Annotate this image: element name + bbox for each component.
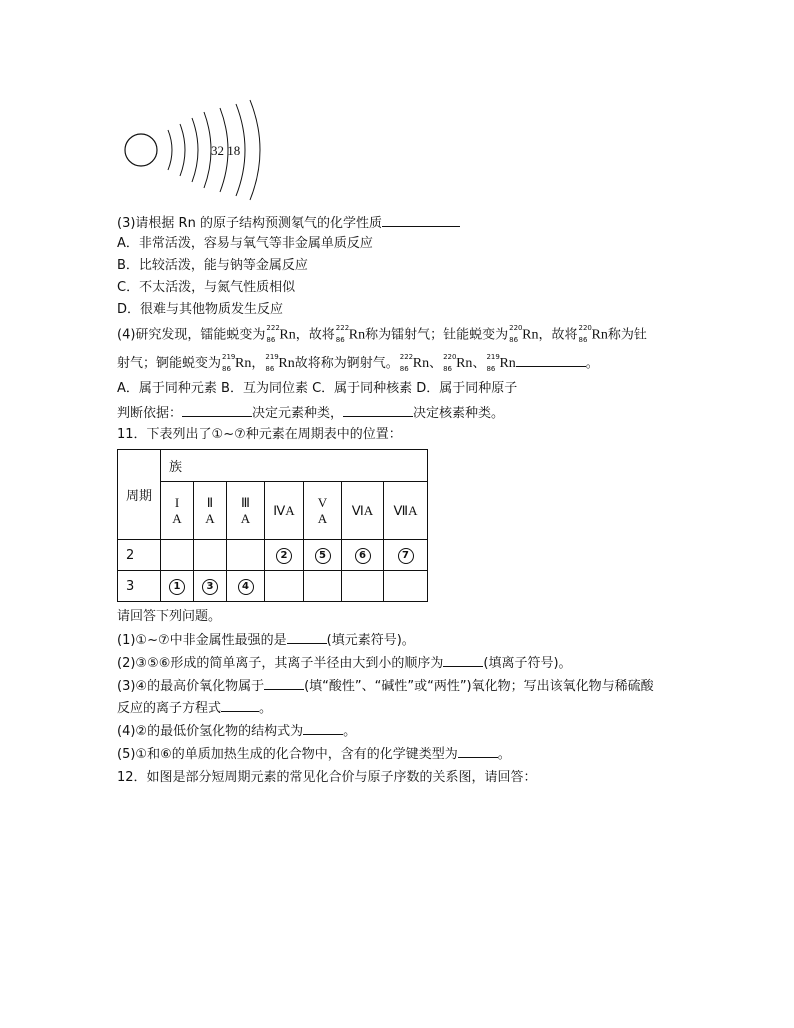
element-cell: [384, 571, 428, 602]
group-cell: ⅥA: [342, 482, 384, 540]
element-cell: [227, 540, 265, 571]
element-cell: [342, 540, 384, 571]
q11-sub2: (2)③⑤⑥形成的简单离子，其离子半径由大到小的顺序为 (填离子符号)。: [117, 656, 572, 671]
period-header: 周期: [118, 450, 161, 540]
answer-blank[interactable]: [264, 677, 304, 690]
isotope-notation: 219 86: [222, 352, 236, 373]
isotope-notation: 222 86: [266, 324, 280, 344]
q3-option-d: D．很难与其他物质发生反应: [117, 302, 284, 317]
element-cell: [161, 571, 194, 602]
answer-blank[interactable]: [182, 404, 252, 417]
q3-option-c: C．不太活泼，与氮气性质相似: [117, 280, 296, 295]
q11-title: 11．下表列出了①~⑦种元素在周期表中的位置：: [117, 427, 402, 442]
isotope-notation: 219 86: [265, 352, 279, 373]
q3-stem: (3)请根据 Rn 的原子结构预测氡气的化学性质: [117, 214, 460, 232]
periodic-table: [117, 449, 428, 602]
q3-option-a: A．非常活泼，容易与氧气等非金属单质反应: [117, 236, 373, 251]
group-cell: V A: [304, 482, 342, 540]
isotope-notation: 219 86: [486, 352, 500, 373]
element-marker: 3: [202, 579, 218, 595]
q11-prompt: 请回答下列问题。: [117, 609, 222, 624]
q11-sub4: (4)②的最低价氢化物的结构式为 。: [117, 724, 357, 739]
q11-sub1: (1)①~⑦中非金属性最强的是 (填元素符号)。: [117, 633, 415, 648]
shell-electron-numbers: 32 18: [211, 143, 241, 158]
group-cell: ⅣA: [265, 482, 304, 540]
group-cell: Ⅱ A: [194, 482, 227, 540]
answer-blank[interactable]: [287, 631, 327, 644]
isotope-notation: 222 86: [335, 324, 350, 344]
shell-arc-1: [168, 130, 172, 170]
element-cell: [194, 540, 227, 571]
element-cell: [194, 571, 227, 602]
q4-line-1: (4)研究发现，镭能蜕变为 222 86 Rn，故将 222 86 Rn称为镭射气；钍能蜕变为 220 86 Rn，故将 220 86 Rn称为钍: [117, 324, 647, 344]
isotope-notation: 220 86: [509, 324, 523, 344]
isotope-notation: 222 86: [399, 352, 414, 373]
element-marker: 1: [169, 579, 185, 595]
element-cell: [265, 571, 304, 602]
shell-arc-7: [250, 100, 260, 200]
period-cell: 3: [118, 571, 161, 602]
element-cell: [384, 540, 428, 571]
group-cell: ⅦA: [384, 482, 428, 540]
q12-title: 12．如图是部分短周期元素的常见化合价与原子序数的关系图，请回答：: [117, 770, 537, 785]
q4-line-2: 射气；锕能蜕变为 219 86 Rn， 219 86 Rn故将称为锕射气。 222 86 Rn、 220 86 Rn、 219 86 Rn 。: [117, 352, 599, 373]
q11-sub3-cont: 反应的离子方程式 。: [117, 701, 273, 716]
shell-arc-4: [204, 112, 211, 188]
shell-arc-2: [180, 124, 185, 176]
nucleus-circle: [125, 134, 157, 166]
answer-blank[interactable]: [516, 354, 586, 367]
element-cell: [304, 571, 342, 602]
answer-blank[interactable]: [221, 699, 259, 712]
period-cell: 2: [118, 540, 161, 571]
element-cell: [265, 540, 304, 571]
q4-basis: 判断依据： 决定元素种类， 决定核素种类。: [117, 406, 505, 421]
answer-blank[interactable]: [303, 722, 343, 735]
answer-blank[interactable]: [458, 745, 498, 758]
element-marker: 2: [276, 548, 292, 564]
answer-blank[interactable]: [343, 404, 413, 417]
answer-blank[interactable]: [443, 654, 483, 667]
element-cell: [227, 571, 265, 602]
isotope-notation: 220 86: [443, 352, 457, 373]
q11-sub5: (5)①和⑥的单质加热生成的化合物中，含有的化学键类型为 。: [117, 747, 511, 762]
group-cell: I A: [161, 482, 194, 540]
group-header: 族: [161, 450, 428, 482]
element-cell: [304, 540, 342, 571]
element-cell: [342, 571, 384, 602]
q4-options: A．属于同种元素 B．互为同位素 C．属于同种核素 D．属于同种原子: [117, 381, 518, 396]
group-cell: Ⅲ A: [227, 482, 265, 540]
element-marker: 4: [238, 579, 254, 595]
element-cell: [161, 540, 194, 571]
atom-structure-diagram: [118, 96, 278, 206]
answer-blank[interactable]: [382, 214, 460, 227]
q11-sub3: (3)④的最高价氧化物属于 (填“酸性”、“碱性”或“两性”)氧化物；写出该氧化物与稀硫酸: [117, 679, 654, 694]
element-marker: 7: [398, 548, 414, 564]
isotope-notation: 220 86: [578, 324, 592, 344]
shell-arc-3: [192, 118, 198, 182]
q3-option-b: B．比较活泼，能与钠等金属反应: [117, 258, 308, 273]
element-marker: 5: [315, 548, 331, 564]
element-marker: 6: [355, 548, 371, 564]
